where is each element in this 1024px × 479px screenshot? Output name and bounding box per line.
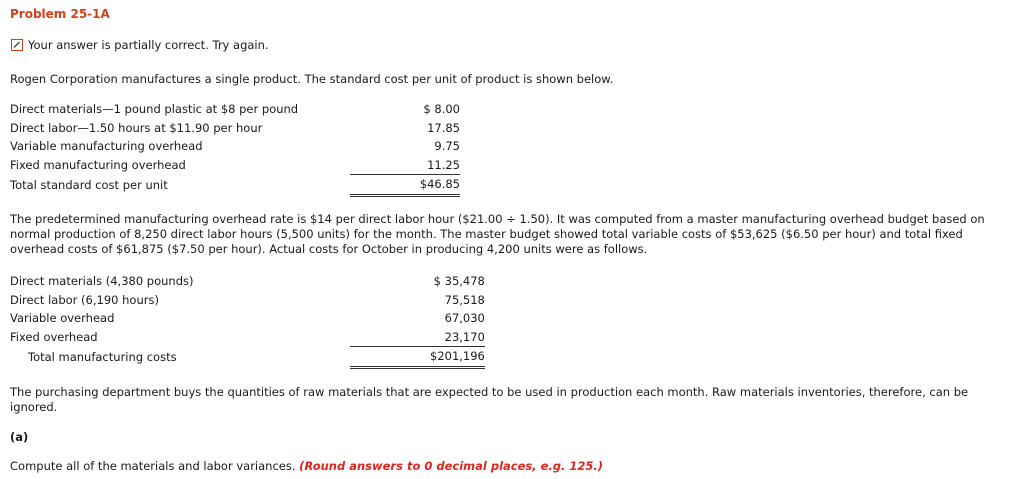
row-label: Direct labor—1.50 hours at $11.90 per hour bbox=[10, 120, 263, 135]
table-row-total bbox=[10, 347, 485, 368]
row-label: Total manufacturing costs bbox=[28, 349, 177, 364]
row-amount: 23,170 bbox=[350, 328, 485, 347]
problem-title: Problem 25-1A bbox=[10, 7, 110, 21]
actual-cost-table bbox=[10, 272, 485, 369]
part-label: (a) bbox=[10, 430, 29, 444]
row-amount: $46.85 bbox=[350, 175, 460, 196]
instruction-text: Compute all of the materials and labor variances. bbox=[10, 459, 296, 473]
row-label: Direct materials—1 pound plastic at $8 per pound bbox=[10, 102, 299, 117]
table-row-total bbox=[10, 175, 460, 196]
row-label: Variable overhead bbox=[10, 311, 115, 326]
purchasing-paragraph: The purchasing department buys the quantities of raw materials that are expected to be used in production each month. Raw materials inventories, therefore, can be ignored. bbox=[10, 385, 969, 414]
row-amount: 11.25 bbox=[350, 156, 460, 175]
row-amount: 75,518 bbox=[444, 292, 485, 307]
row-amount: 17.85 bbox=[427, 120, 460, 135]
row-label: Direct materials (4,380 pounds) bbox=[10, 274, 194, 289]
table-row bbox=[10, 309, 485, 328]
row-label: Direct labor (6,190 hours) bbox=[10, 292, 159, 307]
instruction-hint: (Round answers to 0 decimal places, e.g. 125.) bbox=[299, 459, 604, 473]
row-amount: $ 35,478 bbox=[433, 274, 485, 289]
row-label: Fixed manufacturing overhead bbox=[10, 158, 186, 172]
standard-cost-table bbox=[10, 100, 460, 197]
table-row bbox=[10, 328, 485, 347]
row-amount: $ 8.00 bbox=[423, 102, 460, 117]
table-row bbox=[10, 291, 485, 310]
intro-text: Rogen Corporation manufactures a single product. The standard cost per unit of product is shown below. bbox=[10, 72, 614, 86]
table-row bbox=[10, 137, 460, 156]
row-label: Fixed overhead bbox=[10, 330, 98, 344]
overhead-paragraph: The predetermined manufacturing overhead rate is $14 per direct labor hour ($21.00 ÷ 1.50). It was computed from a master manufacturing overhead budget based on normal production of 8,250 direct labor hours (5,500 units) for the month. The master budget showed total variable costs of $53,625 ($6.50 per hour) and total fixed overhead costs of $61,875 ($7.50 per hour). Actual costs for October in producing 4,200 units were as follows. bbox=[10, 212, 985, 256]
status-text: Your answer is partially correct. Try again. bbox=[28, 38, 269, 52]
row-label: Total standard cost per unit bbox=[10, 177, 168, 192]
pencil-icon bbox=[11, 39, 23, 51]
status-message bbox=[11, 38, 269, 52]
instruction bbox=[10, 459, 603, 473]
table-row bbox=[10, 119, 460, 138]
row-label: Variable manufacturing overhead bbox=[10, 139, 203, 154]
table-row bbox=[10, 272, 485, 291]
row-amount: $201,196 bbox=[350, 347, 485, 368]
row-amount: 9.75 bbox=[434, 139, 460, 154]
table-row bbox=[10, 100, 460, 119]
row-amount: 67,030 bbox=[444, 311, 485, 326]
table-row bbox=[10, 156, 460, 175]
